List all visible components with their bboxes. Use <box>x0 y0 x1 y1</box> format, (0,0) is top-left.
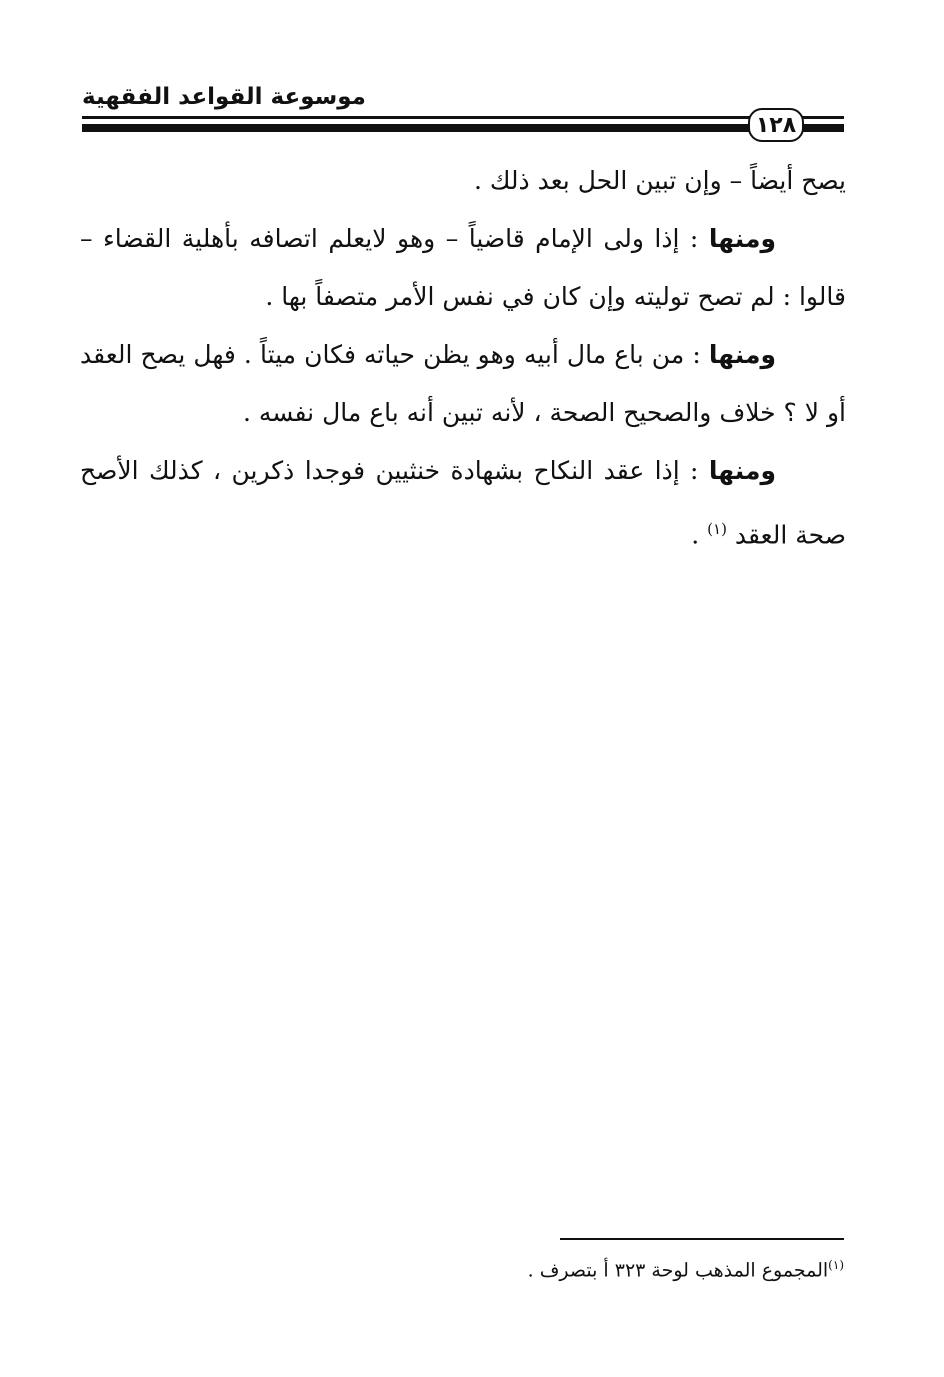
paragraph-1-text: يصح أيضاً – وإن تبين الحل بعد ذلك . <box>473 166 846 195</box>
paragraph-2-text: : إذا ولى الإمام قاضياً – وهو لايعلم اتصافه بأهلية القضاء – قالوا : لم تصح توليته وإن كان في نفس الأمر متصفاً بها . <box>80 224 846 311</box>
paragraph-3-lead: ومنها <box>708 340 776 369</box>
header-rule-thin <box>82 116 844 119</box>
paragraph-4-end: . <box>691 520 708 550</box>
paragraph-3-text: : من باع مال أبيه وهو يظن حياته فكان ميتاً . فهل يصح العقد أو لا ؟ خلاف والصحيح الصحة ، لأنه تبين أنه باع مال نفسه . <box>80 340 846 427</box>
footnote <box>440 1258 844 1281</box>
running-title: موسوعة القواعد الفقهية <box>82 84 366 110</box>
footnote-text: المجموع المذهب لوحة ٣٢٣ أ بتصرف . <box>527 1259 829 1282</box>
paragraph-4-text: : إذا عقد النكاح بشهادة خنثيين فوجدا ذكرين ، كذلك الأصح صحة العقد <box>80 456 846 550</box>
main-text <box>80 152 846 564</box>
paragraph-3 <box>80 326 846 442</box>
header-rule-thick <box>82 124 844 132</box>
paragraph-2-lead: ومنها <box>708 224 776 253</box>
paragraph-4-lead: ومنها <box>708 456 776 485</box>
page-number: ١٢٨ <box>748 108 804 142</box>
footnote-separator <box>560 1238 844 1240</box>
footnote-reference: (١) <box>707 520 727 538</box>
paragraph-2 <box>80 210 846 326</box>
footnote-marker: (١) <box>828 1258 844 1272</box>
paragraph-4 <box>80 442 846 564</box>
paragraph-1 <box>80 152 846 210</box>
